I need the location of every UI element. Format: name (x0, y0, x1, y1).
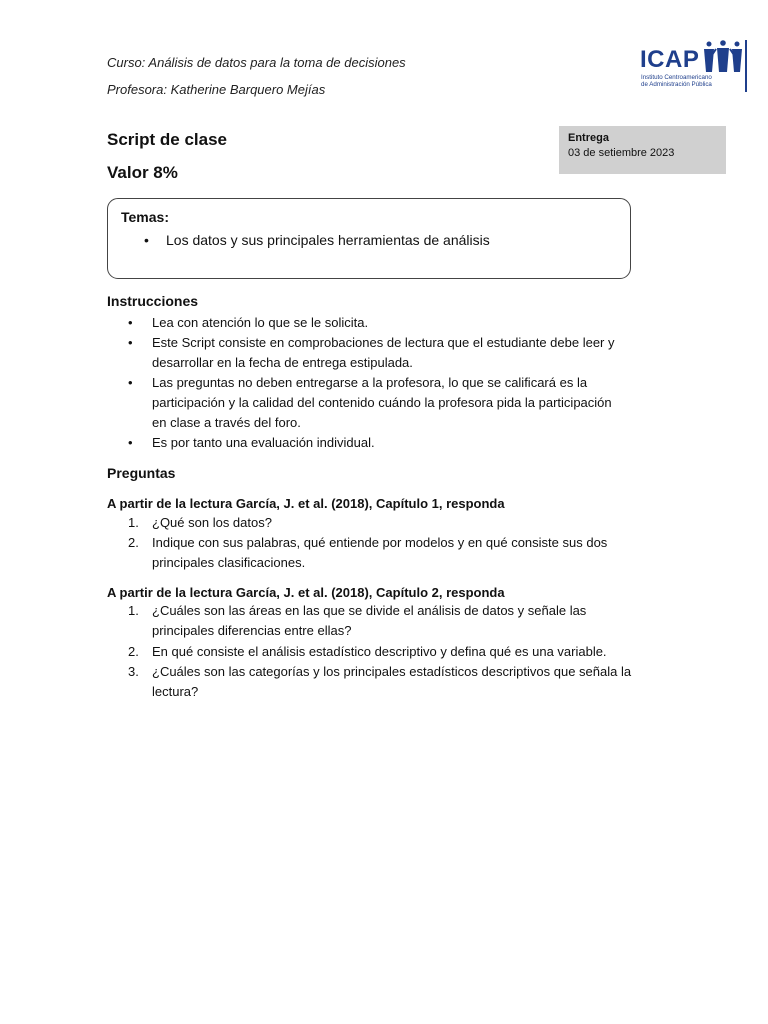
question-line: ¿Cuáles son las categorías y los principales estadísticos descriptivos que señala la (152, 664, 632, 679)
instruction-line: Lea con atención lo que se le solicita. (152, 315, 369, 330)
icap-logo (640, 40, 748, 94)
instruction-item (152, 373, 662, 433)
topics-box (107, 198, 631, 279)
bullet-icon: • (128, 435, 133, 450)
instructions-heading: Instrucciones (107, 293, 199, 309)
question-line: principales diferencias entre ellas? (152, 623, 352, 638)
delivery-date: 03 de setiembre 2023 (568, 147, 675, 159)
topics-label: Temas: (121, 209, 169, 225)
question-line: principales clasificaciones. (152, 555, 306, 570)
instruction-line: desarrollar en la fecha de entrega estipulada. (152, 355, 413, 370)
question-line: En qué consiste el análisis estadístico descriptivo y defina qué es una variable. (152, 644, 607, 659)
question-line: lectura? (152, 684, 199, 699)
topic-item: Los datos y sus principales herramientas de análisis (166, 232, 490, 248)
questions-heading: Preguntas (107, 465, 176, 481)
course-line: Curso: Análisis de datos para la toma de decisiones (107, 55, 406, 70)
logo-wordmark: ICAP (640, 46, 700, 73)
bullet-icon: • (128, 375, 133, 390)
instruction-line: participación y la calidad del contenido cuándo la profesora pida la participación (152, 395, 612, 410)
instruction-item (152, 333, 662, 373)
question-line: ¿Qué son los datos? (152, 515, 272, 530)
instruction-item (152, 313, 662, 333)
instruction-item (152, 433, 662, 453)
document-title: Script de clase (107, 130, 228, 149)
question-item (152, 513, 662, 533)
people-emblem-icon (702, 40, 744, 74)
instruction-line: en clase a través del foro. (152, 415, 301, 430)
question-item (152, 601, 662, 641)
logo-divider (745, 40, 747, 92)
delivery-label: Entrega (568, 132, 609, 144)
professor-line: Profesora: Katherine Barquero Mejías (107, 82, 326, 97)
list-number: 2. (128, 535, 139, 550)
section-heading: A partir de la lectura García, J. et al. (2018), Capítulo 1, responda (107, 496, 505, 511)
logo-subtitle-line1: Instituto Centroamericano (641, 74, 712, 81)
bullet-icon: • (128, 335, 133, 350)
list-number: 3. (128, 664, 139, 679)
question-line: Indique con sus palabras, qué entiende por modelos y en qué consiste sus dos (152, 535, 608, 550)
question-item (152, 533, 662, 573)
delivery-box (559, 126, 726, 174)
logo-subtitle-line2: de Administración Pública (641, 81, 712, 88)
question-item (152, 642, 662, 662)
list-number: 2. (128, 644, 139, 659)
bullet-icon: • (128, 315, 133, 330)
question-item (152, 662, 662, 702)
bullet-icon: • (144, 232, 149, 248)
list-number: 1. (128, 515, 139, 530)
document-value: Valor 8% (107, 163, 178, 182)
section-heading: A partir de la lectura García, J. et al. (2018), Capítulo 2, responda (107, 585, 505, 600)
list-number: 1. (128, 603, 139, 618)
instruction-line: Es por tanto una evaluación individual. (152, 435, 375, 450)
instruction-line: Las preguntas no deben entregarse a la profesora, lo que se calificará es la (152, 375, 588, 390)
question-line: ¿Cuáles son las áreas en las que se divide el análisis de datos y señale las (152, 603, 587, 618)
instruction-line: Este Script consiste en comprobaciones de lectura que el estudiante debe leer y (152, 335, 615, 350)
